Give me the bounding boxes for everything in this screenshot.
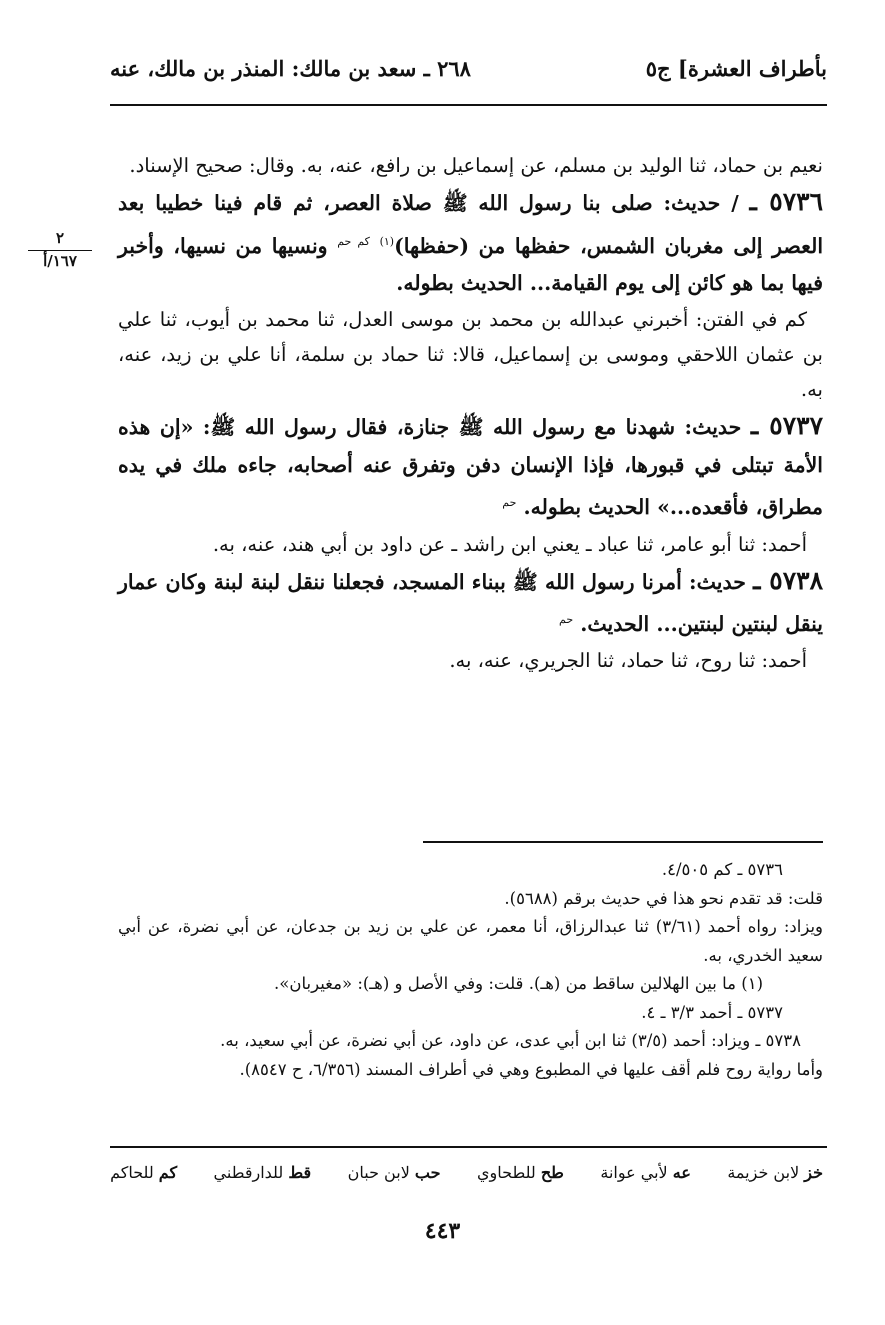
footnote-5737: ٥٧٣٧ ـ أحمد ٣/٣ ـ ٤. — [641, 1002, 783, 1022]
header-rule — [110, 104, 827, 106]
hadith-5738 — [118, 562, 823, 644]
footnote-1: (١) ما بين الهلالين ساقط من (هـ). قلت: وفي الأصل و (هـ): «مغيربان». — [274, 974, 763, 993]
hadith-5736 — [118, 183, 823, 302]
footnote-addition: ويزاد: رواه أحمد (٣/٦١) ثنا عبدالرزاق، أنا معمر، عن علي بن زيد بن جدعان، عن أبي نضرة، عن أبي سعيد الخدري، به. — [118, 917, 823, 965]
main-text — [118, 148, 823, 678]
source-mark: حم — [559, 613, 574, 627]
hadith-5737 — [118, 407, 823, 526]
hadith-text-cont: ونسيها من نسيها، وأخبر فيها بما هو كائن إلى يوم القيامة... الحديث بطوله. — [118, 233, 823, 295]
hadith-text: / حديث: صلى بنا رسول الله ﷺ صلاة العصر، ثم قام فينا خطيبا بعد العصر إلى مغربان الشمس، حفظها من (حفظها) — [118, 191, 824, 258]
header-section-title: ٢٦٨ ـ سعد بن مالك: المنذر بن مالك، عنه — [110, 56, 471, 81]
source-mark: حم — [502, 496, 517, 510]
hadith-number: ٥٧٣٨ ـ — [753, 565, 824, 595]
abbr-item: حب لابن حبان — [347, 1163, 441, 1182]
footnote-5736: ٥٧٣٦ ـ كم ٤/٥٠٥. — [661, 860, 783, 879]
source-mark: كم حم — [337, 234, 370, 248]
page-number: ٤٤٣ — [424, 1218, 461, 1244]
abbr-item: قط للدارقطني — [213, 1163, 312, 1182]
source-chain-5736: كم في الفتن: أخبرني عبدالله بن محمد بن موسى العدل، ثنا محمد بن أيوب، ثنا علي بن عثمان اللاحقي وموسى بن إسماعيل، قالا: ثنا حماد بن سلمة، أنا علي بن زيد، عنه، به. — [118, 308, 823, 402]
footnote-5738: ٥٧٣٨ ـ ويزاد: أحمد (٣/٥) ثنا ابن أبي عدى، عن داود، عن أبي نضرة، عن أبي سعيد، به. — [220, 1031, 801, 1050]
abbr-item: طح للطحاوي — [476, 1163, 564, 1182]
hadith-text: حديث: شهدنا مع رسول الله ﷺ جنازة، فقال رسول الله ﷺ: «إن هذه الأمة تبتلى في قبورها، فإذا الإنسان دفن وتفرق عنه أصحابه، جاءه ملك في يده مطراق، فأقعده...» الحديث بطوله. — [118, 415, 823, 520]
abbr-item: عه لأبي عوانة — [600, 1163, 691, 1182]
hadith-number: ٥٧٣٦ ـ — [749, 187, 824, 216]
footnote-note: قلت: قد تقدم نحو هذا في حديث برقم (٥٦٨٨). — [504, 888, 823, 908]
abbr-item: خز لابن خزيمة — [727, 1163, 823, 1182]
footer-rule — [110, 1146, 827, 1148]
folio-number: ٢ — [28, 228, 92, 251]
footnote-5738-note: وأما رواية روح فلم أقف عليها في المطبوع وهي في أطراف المسند (٦/٣٥٦، ح ٨٥٤٧). — [239, 1059, 823, 1079]
running-header — [110, 52, 827, 88]
footnote-ref: (١) — [379, 234, 395, 248]
abbreviation-key — [110, 1163, 823, 1182]
paragraph-isnad-continuation: نعيم بن حماد، ثنا الوليد بن مسلم، عن إسماعيل بن رافع، عنه، به. وقال: صحيح الإسناد. — [129, 154, 823, 177]
footnote-separator — [423, 841, 823, 843]
source-chain-5738: أحمد: ثنا روح، ثنا حماد، ثنا الجريري، عنه، به. — [449, 649, 807, 673]
abbr-item: كم للحاكم — [110, 1163, 178, 1182]
footnotes — [118, 856, 823, 1084]
hadith-number: ٥٧٣٧ ـ — [750, 411, 823, 441]
hadith-text: حديث: أمرنا رسول الله ﷺ ببناء المسجد، فجعلنا ننقل لبنة لبنة وكان عمار ينقل لبنتين لبنتين... الحديث. — [118, 569, 823, 636]
manuscript-folio-note — [28, 228, 92, 271]
source-chain-5737: أحمد: ثنا أبو عامر، ثنا عباد ـ يعني ابن راشد ـ عن داود بن أبي هند، عنه، به. — [212, 532, 807, 556]
folio-leaf: ١٦٧/أ — [43, 252, 77, 270]
header-book-title: بأطراف العشرة] ج٥ — [645, 56, 827, 81]
